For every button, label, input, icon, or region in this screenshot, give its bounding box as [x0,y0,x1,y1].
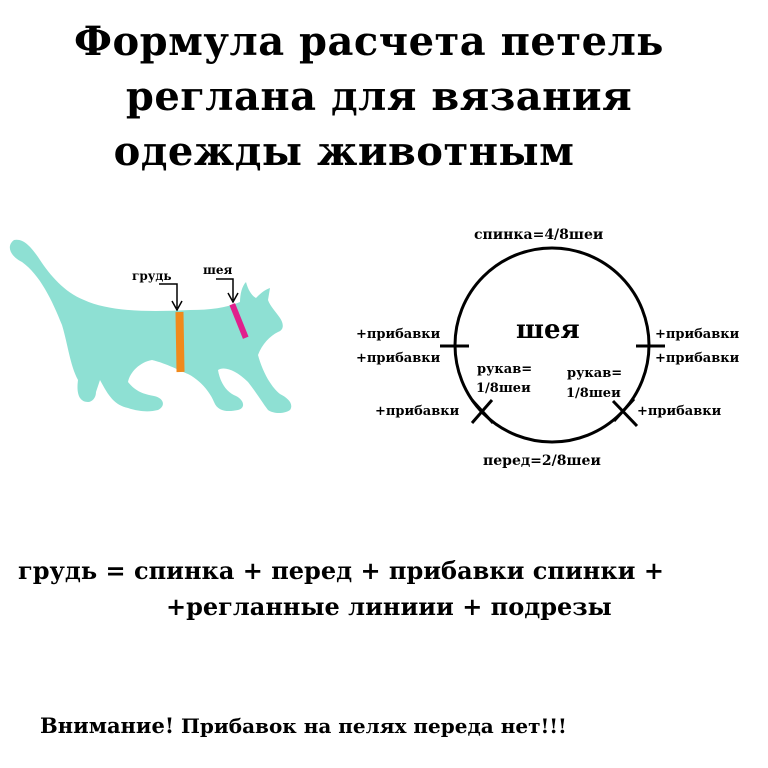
neck-circle-diagram [356,227,740,469]
right-add-label-2: +прибавки [655,351,740,366]
cat-neck-label: шея [203,263,233,277]
left-sleeve-label-1: рукав= [477,362,533,377]
left-add-label-1: +прибавки [356,327,441,342]
right-sleeve-label-1: рукав= [567,366,623,381]
warning-lead: Внимание! [40,713,175,738]
formula-line-2: +регланные линиии + подрезы [166,592,612,621]
cat-icon [10,240,291,413]
title-line-3: одежды животным [113,128,575,175]
chest-band [175,312,184,372]
lower-right-raglan-mark [613,399,637,426]
formula [18,553,758,625]
left-sleeve-label-2: 1/8шеи [476,381,531,396]
right-sleeve-label-2: 1/8шеи [566,386,621,401]
lower-left-raglan-mark [472,400,493,423]
cat-chest-label: грудь [132,269,172,283]
right-add-label-1: +прибавки [655,327,740,342]
lower-left-add-label: +прибавки [375,404,460,419]
back-label: спинка=4/8шеи [474,227,604,243]
warning-text: Прибавок на пелях переда нет!!! [174,714,567,738]
left-add-label-2: +прибавки [356,351,441,366]
warning-note [40,713,567,738]
formula-line-1: грудь = спинка + перед + прибавки спинки + [18,556,664,585]
title-line-1: Формула расчета петель [74,18,664,65]
lower-right-add-label: +прибавки [637,404,722,419]
cat-illustration [10,240,291,413]
title-line-2: реглана для вязания [125,73,633,120]
neck-center-label: шея [516,315,580,345]
front-label: перед=2/8шеи [483,453,601,469]
